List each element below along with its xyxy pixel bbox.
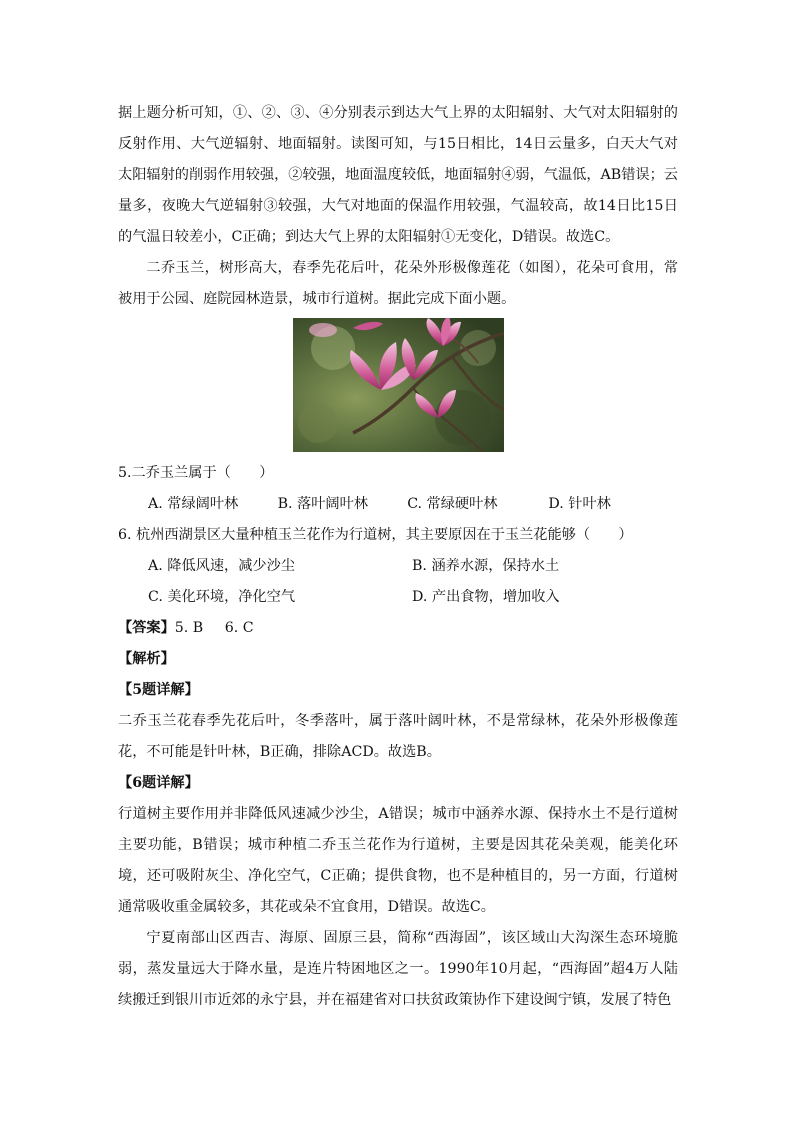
text-column xyxy=(118,98,678,1016)
question-6-options-row-1 xyxy=(118,551,678,582)
answer-5: 5. B xyxy=(174,620,204,636)
q5-option-a: A. 常绿阔叶林 xyxy=(148,496,239,512)
q5-option-d: D. 针叶林 xyxy=(548,496,611,512)
question-5-options xyxy=(118,489,678,520)
q6-option-d: D. 产出食物，增加收入 xyxy=(412,589,560,605)
question-6-options-row-2 xyxy=(118,582,678,613)
magnolia-intro-paragraph: 二乔玉兰，树形高大，春季先花后叶，花朵外形极像莲花（如图），花朵可食用，常被用于公园、庭院园林造景，城市行道树。据此完成下面小题。 xyxy=(118,260,678,307)
question-5-detail-text: 二乔玉兰花春季先花后叶，冬季落叶，属于落叶阔叶林，不是常绿林，花朵外形极像莲花，不可能是针叶林，B正确，排除ACD。故选B。 xyxy=(118,713,678,760)
previous-analysis-paragraph: 据上题分析可知，①、②、③、④分别表示到达大气上界的太阳辐射、大气对太阳辐射的反射作用、大气逆辐射、地面辐射。读图可知，与15日相比，14日云量多，白天大气对太阳辐射的削弱作用较强，②较强，地面温度较低，地面辐射④弱，气温低，AB错误；云量多，夜晚大气逆辐射③较强，大气对地面的保温作用较强，气温较高，故14日比15日的气温日较差小，C正确；到达大气上界的太阳辐射①无变化，D错误。故选C。 xyxy=(118,105,678,245)
question-6-detail-text: 行道树主要作用并非降低风速减少沙尘，A错误；城市中涵养水源、保持水土不是行道树主要功能，B错误；城市种植二乔玉兰花作为行道树，主要是因其花朵美观，能美化环境，还可吸附灰尘、净化空气，C正确；提供食物，也不是种植目的，另一方面，行道树通常吸收重金属较多，其花或朵不宜食用，D错误。故选C。 xyxy=(118,806,678,915)
q6-option-a: A. 降低风速，减少沙尘 xyxy=(148,558,295,574)
answer-label: 【答案】 xyxy=(118,620,175,636)
q6-option-c: C. 美化环境，净化空气 xyxy=(148,589,296,605)
question-6-detail-label: 【6题详解】 xyxy=(118,775,199,791)
question-5-stem: 5.二乔玉兰属于（ ） xyxy=(118,465,274,481)
q6-option-b: B. 涵养水源，保持水土 xyxy=(412,558,560,574)
analysis-label: 【解析】 xyxy=(118,651,175,667)
xihaigu-intro-paragraph: 宁夏南部山区西吉、海原、固原三县，简称“西海固”，该区域山大沟深生态环境脆弱，蒸发量远大于降水量，是连片特困地区之一。1990年10月起，“西海固”超4万人陆续搬迁到银川市近郊的永宁县，并在福建省对口扶贫政策协作下建设闽宁镇，发展了特色 xyxy=(118,930,678,1008)
magnolia-flower-photo xyxy=(293,318,504,452)
answer-6: 6. C xyxy=(224,620,254,636)
q5-option-c: C. 常绿硬叶林 xyxy=(407,496,498,512)
question-6-stem: 6. 杭州西湖景区大量种植玉兰花作为行道树，其主要原因在于玉兰花能够（ ） xyxy=(118,527,633,543)
answer-line xyxy=(118,613,678,644)
question-5-detail-label: 【5题详解】 xyxy=(118,682,199,698)
q5-option-b: B. 落叶阔叶林 xyxy=(277,496,368,512)
